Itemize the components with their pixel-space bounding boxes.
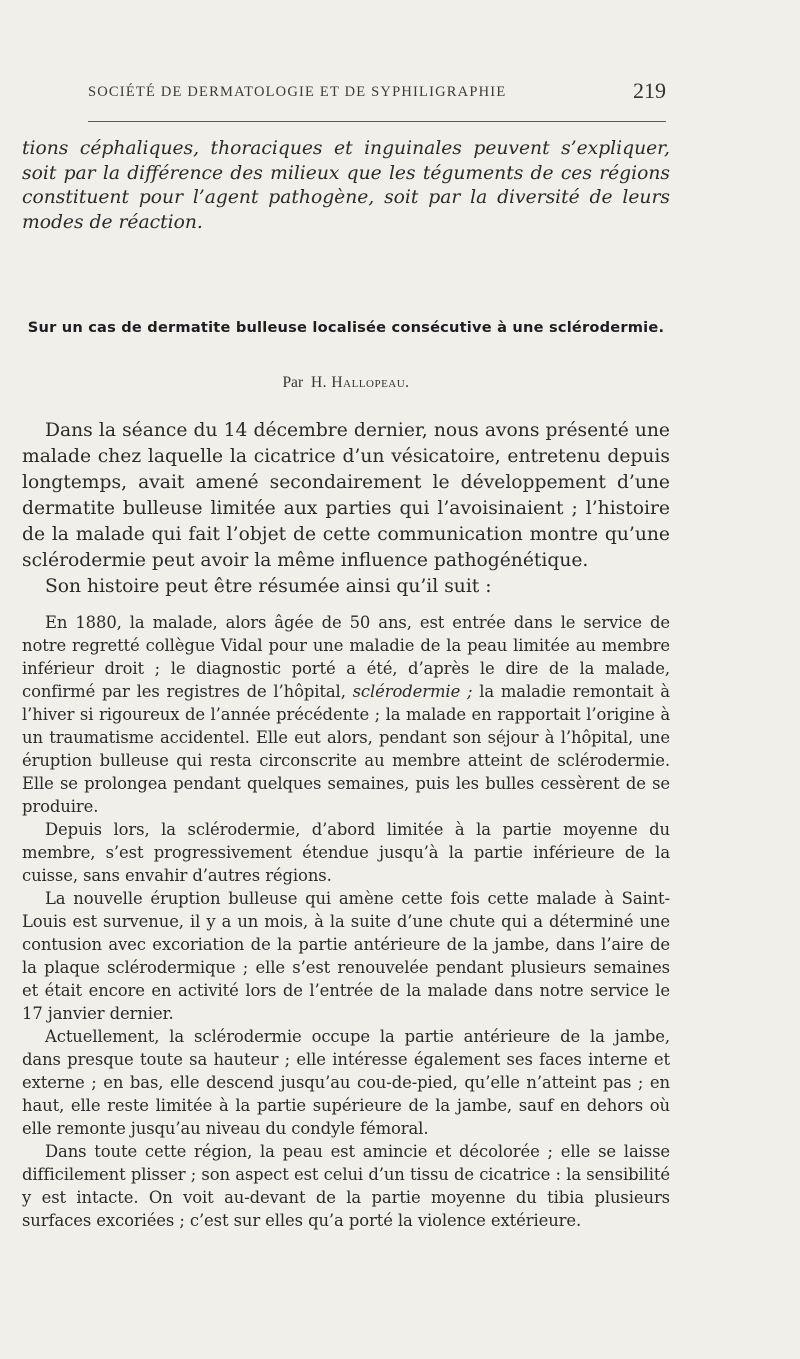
lead-section [22,418,670,600]
case-paragraph: Dans toute cette région, la peau est amincie et décolorée ; elle se laisse difficilement plisser ; son aspect est celui d’un tissu de cicatrice : la sensibilité y est intacte. On voit au-devant de la partie moyenne du tibia plusieurs surfaces excoriées ; c’est sur elles qu’a porté la violence extérieure. [22,1142,670,1230]
running-title: SOCIÉTÉ DE DERMATOLOGIE ET DE SYPHILIGRAPHIE [88,84,507,100]
lead-paragraph: Son histoire peut être résumée ainsi qu’il suit : [45,576,492,597]
author-line [22,374,670,392]
lead-paragraph: Dans la séance du 14 décembre dernier, nous avons présenté une malade chez laquelle la cicatrice d’un vésicatoire, entretenu depuis longtemps, avait amené secondairement le développement d’une dermatite bulleuse limitée aux parties qui l’avoisinaient ; l’histoire de la malade qui fait l’objet de cette communication montre qu’une sclérodermie peut avoir la même influence pathogénétique. [22,420,670,571]
diagnosis-italic: sclérodermie ; [352,682,473,701]
case-paragraph: Actuellement, la sclérodermie occupe la partie antérieure de la jambe, dans presque toute sa hauteur ; elle intéresse également ses faces interne et externe ; en bas, elle descend jusqu’au cou-de-pied, qu’elle n’atteint pas ; en haut, elle reste limitée à la partie supérieure de la jambe, sauf en dehors où elle remonte jusqu’au niveau du condyle fémoral. [22,1027,670,1138]
case-text: la maladie remontait à l’hiver si rigoureux de l’année précédente ; la malade en rapportait l’origine à un traumatisme accidentel. Elle eut alors, pendant son séjour à l’hôpital, une éruption bulleuse qui resta circonscrite au membre atteint de sclérodermie. Elle se prolongea pendant quelques semaines, puis les bulles cessèrent de se produire. [22,682,670,816]
running-header [88,78,666,110]
page-number: 219 [633,78,666,103]
case-paragraph [22,611,670,818]
author-name: H. Hallopeau. [310,374,410,391]
author-prefix: Par [282,374,304,391]
case-paragraph: La nouvelle éruption bulleuse qui amène cette fois cette malade à Saint-Louis est survenue, il y a un mois, à la suite d’une chute qui a déterminé une contusion avec excoriation de la partie antérieure de la jambe, dans l’aire de la plaque sclérodermique ; elle s’est renouvelée pendant plusieurs semaines et était encore en activité lors de l’entrée de la malade dans notre service le 17 janvier dernier. [22,889,670,1023]
case-report [22,611,670,1232]
case-text: En 1880, la malade, alors âgée de 50 ans, est entrée dans le service de notre regretté collègue Vidal pour une maladie de la peau limitée au membre inférieur droit ; le diagnostic porté a été, d’après le dire de la malade, confirmé par les registres de l’hôpital, [22,613,670,701]
case-paragraph: Depuis lors, la sclérodermie, d’abord limitée à la partie moyenne du membre, s’est progressivement étendue jusqu’à la partie inférieure de la cuisse, sans envahir d’autres régions. [22,820,670,885]
intro-paragraph: tions céphaliques, thoraciques et inguinales peuvent s’expliquer, soit par la différence des milieux que les téguments de ces régions constituent pour l’agent pathogène, soit par la diversité de leurs modes de réaction. [22,138,670,233]
header-rule [88,121,666,122]
article-title: Sur un cas de dermatite bulleuse localisée consécutive à une sclérodermie. [27,319,665,336]
